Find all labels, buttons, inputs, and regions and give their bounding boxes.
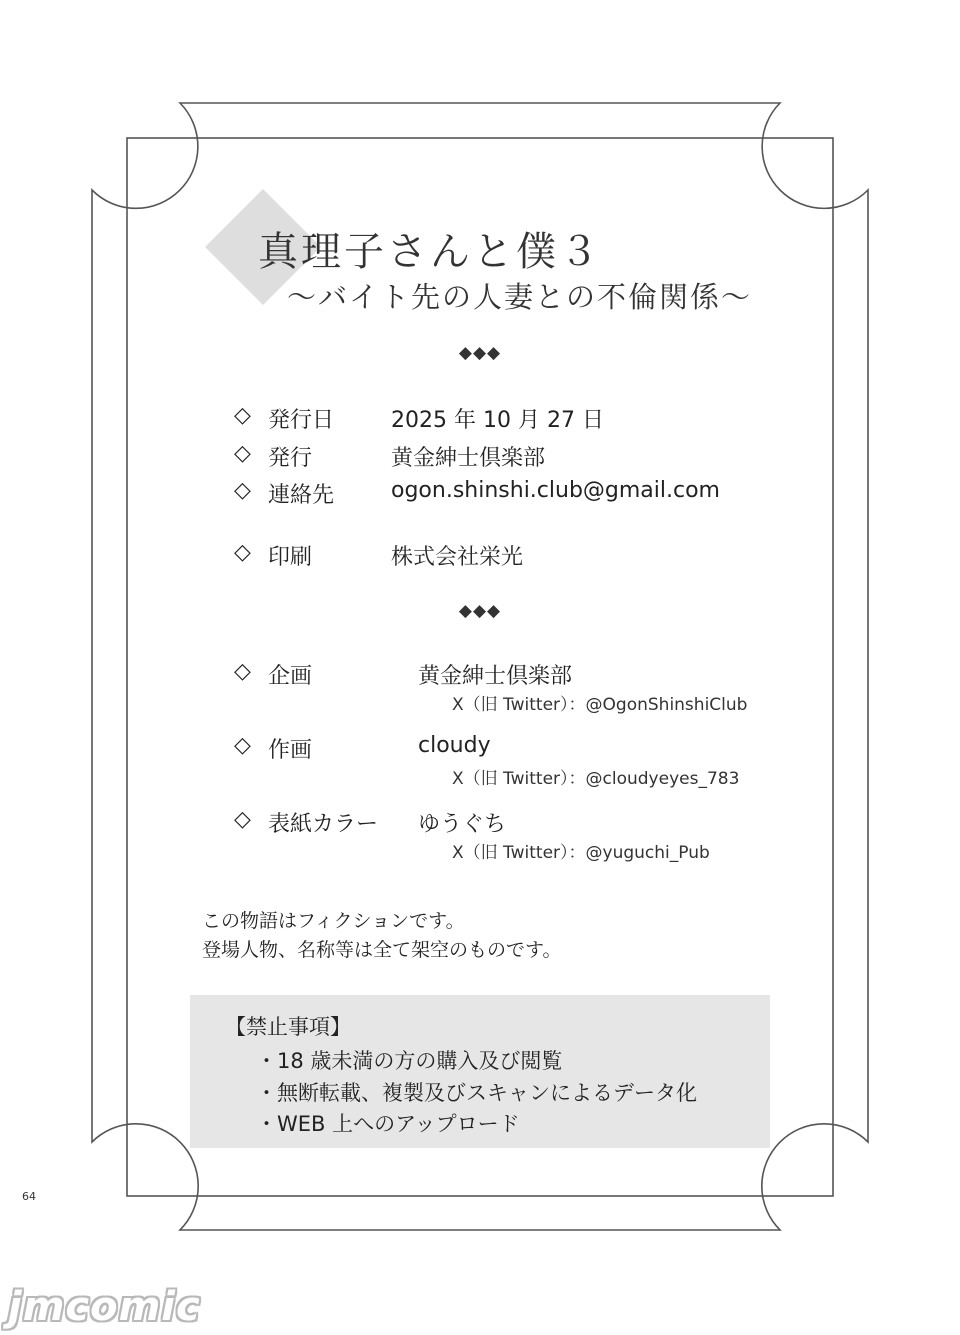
credit-value-cover-color: ゆうぐち (418, 812, 507, 837)
diamond-icon: ◇ (234, 659, 251, 684)
credit-label-cover-color: 表紙カラー (268, 812, 379, 837)
colophon-label-publisher: 発行 (268, 446, 313, 471)
colophon-label-printer: 印刷 (268, 545, 313, 570)
book-title: 真理子さんと僕３ (258, 229, 602, 275)
diamond-icon: ◇ (234, 441, 251, 466)
fiction-note-line-2: 登場人物、名称等は全て架空のものです。 (202, 939, 562, 961)
credit-handle-art: X（旧 Twitter）：@cloudyeyes_783 (452, 769, 740, 789)
credit-handle-planning: X（旧 Twitter）：@OgonShinshiClub (452, 695, 748, 715)
watermark-logo: jmcomic (8, 1284, 201, 1330)
book-subtitle: ～バイト先の人妻との不倫関係～ (287, 280, 753, 314)
diamond-icon: ◇ (234, 403, 251, 428)
prohibited-item: ・無断転載、複製及びスキャンによるデータ化 (256, 1081, 697, 1105)
fiction-note-line-1: この物語はフィクションです。 (202, 910, 465, 932)
diamond-icon: ◇ (234, 478, 251, 503)
credit-value-planning: 黄金紳士倶楽部 (418, 664, 573, 689)
colophon-value-publisher: 黄金紳士倶楽部 (391, 446, 546, 471)
page-number: 64 (22, 1190, 36, 1203)
diamond-icon: ◇ (234, 807, 251, 832)
credit-value-art: cloudy (418, 733, 491, 758)
credit-handle-cover-color: X（旧 Twitter）：@yuguchi_Pub (452, 843, 710, 863)
credit-label-art: 作画 (268, 738, 313, 763)
separator: ◆◆◆ (458, 343, 502, 363)
separator: ◆◆◆ (458, 601, 502, 621)
colophon-label-contact: 連絡先 (268, 483, 335, 508)
credit-label-planning: 企画 (268, 664, 313, 689)
colophon-label-date: 発行日 (268, 408, 335, 433)
colophon-value-printer: 株式会社栄光 (391, 545, 524, 570)
colophon-value-date: 2025 年 10 月 27 日 (391, 408, 604, 433)
prohibited-item: ・WEB 上へのアップロード (256, 1112, 520, 1136)
diamond-icon: ◇ (234, 733, 251, 758)
prohibited-heading: 【禁止事項】 (225, 1015, 351, 1039)
prohibited-item: ・18 歳未満の方の購入及び閲覧 (256, 1049, 563, 1073)
diamond-icon: ◇ (234, 540, 251, 565)
colophon-value-contact: ogon.shinshi.club@gmail.com (391, 478, 720, 503)
